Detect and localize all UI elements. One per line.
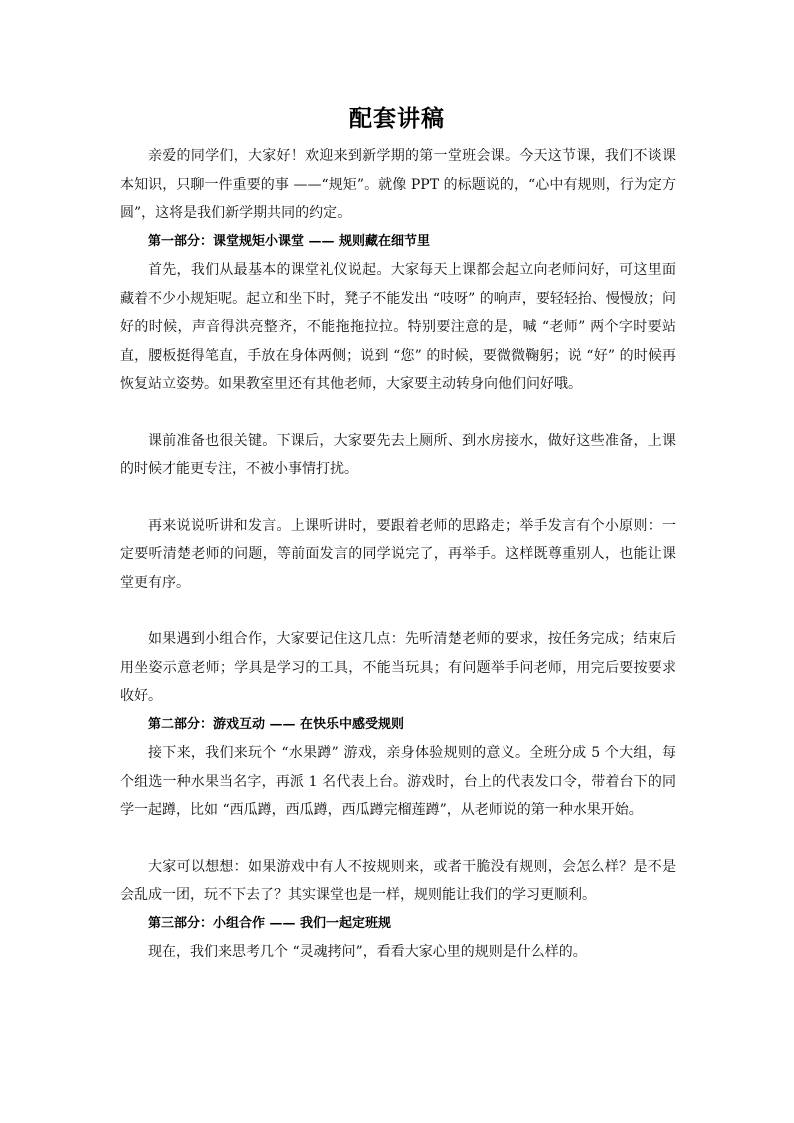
paragraph-classroom-etiquette: 首先，我们从最基本的课堂礼仪说起。大家每天上课都会起立向老师问好，可这里面藏着不少小规矩呢。起立和坐下时，凳子不能发出 “吱呀” 的响声，要轻轻抬、慢慢放；问好的时候，声音得洪亮整齐，不能拖拖拉拉。特别要注意的是，喊 “老师” 两个字时要站直，腰板挺得笔直，手放在身体两侧；说到 “您” 的时候，要微微鞠躬；说 “好” 的时候再恢复站立姿势。如果教室里还有其他老师，大家要主动转身向他们问好哦。 (120, 262, 676, 392)
section-heading-part-one: 第一部分：课堂规矩小课堂 —— 规则藏在细节里 (148, 233, 431, 249)
paragraph-spacer (120, 597, 676, 625)
paragraph-soul-questions: 现在，我们来思考几个 “灵魂拷问”，看看大家心里的规则是什么样的。 (148, 944, 587, 960)
paragraph-spacer (120, 825, 676, 853)
paragraph-listening-speaking: 再来说说听讲和发言。上课听讲时，要跟着老师的思路走；举手发言有个小原则：一定要听清楚老师的问题，等前面发言的同学说完了，再举手。这样既尊重别人，也能让课堂更有序。 (120, 517, 676, 591)
paragraph-spacer (120, 399, 676, 427)
section-heading-part-two: 第二部分：游戏互动 —— 在快乐中感受规则 (148, 716, 405, 732)
paragraph-rules-reflection: 大家可以想想：如果游戏中有人不按规则来，或者干脆没有规则，会怎么样？是不是会乱成一团，玩不下去了？其实课堂也是一样，规则能让我们的学习更顺利。 (120, 858, 676, 903)
paragraph-class-preparation: 课前准备也很关键。下课后，大家要先去上厕所、到水房接水，做好这些准备，上课的时候才能更专注，不被小事情打扰。 (120, 432, 676, 477)
paragraph-spacer (120, 484, 676, 512)
document-title: 配套讲稿 (349, 106, 445, 132)
section-heading-part-three: 第三部分：小组合作 —— 我们一起定班规 (148, 915, 392, 931)
document-body (120, 142, 676, 967)
paragraph-group-work: 如果遇到小组合作，大家要记住这几点：先听清楚老师的要求，按任务完成；结束后用坐姿示意老师；学具是学习的工具，不能当玩具；有问题举手问老师，用完后要按要求收好。 (120, 631, 676, 704)
paragraph-fruit-game: 接下来，我们来玩个 “水果蹲” 游戏，亲身体验规则的意义。全班分成 5 个大组，每个组选一种水果当名字，再派 1 名代表上台。游戏时，台上的代表发口令，带着台下的同学一起蹲，比如 “西瓜蹲，西瓜蹲，西瓜蹲完榴莲蹲”，从老师说的第一种水果开始。 (120, 745, 676, 818)
intro-paragraph: 亲爱的同学们，大家好！欢迎来到新学期的第一堂班会课。今天这节课，我们不谈课本知识，只聊一件重要的事 ——“规矩”。就像 PPT 的标题说的，“心中有规则，行为定方圆”，这将是我们新学期共同的约定。 (120, 148, 676, 221)
